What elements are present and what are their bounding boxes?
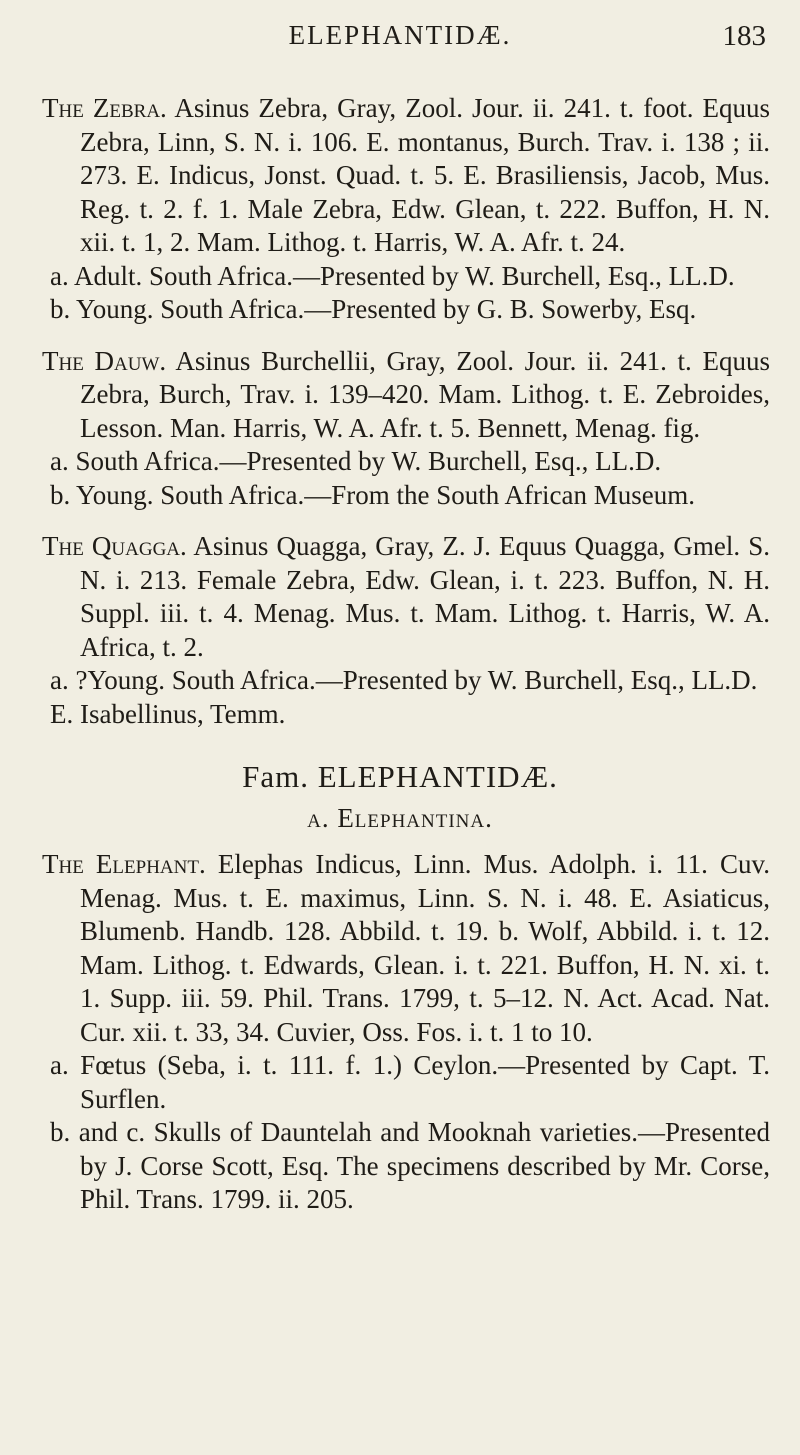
entry-elephant-text [0, 848, 800, 1049]
entry-zebra-specimen-b: b. Young. South Africa.—Presented by G. B. Sowerby, Esq. [50, 294, 697, 324]
entry-dauw-head: The Dauw. [42, 345, 167, 376]
page-number: 183 [722, 20, 766, 52]
page-content [0, 92, 800, 1217]
entry-elephant-specimen-b: b. and c. Skulls of Dauntelah and Mooknah varieties.—Presented by J. Corse Scott, Esq. The specimens described by Mr. Corse, Phil. Trans. 1799. ii. 205. [50, 1117, 770, 1214]
entry-zebra-specimen-a: a. Adult. South Africa.—Presented by W. Burchell, Esq., LL.D. [50, 260, 735, 291]
entry-quagga [0, 530, 800, 731]
family-heading: Fam. ELEPHANTIDÆ. [242, 759, 558, 794]
entry-elephant-head: The Elephant. [42, 849, 206, 879]
entry-quagga-specimen-a: a. ?Young. South Africa.—Presented by W. Burchell, Esq., LL.D. [50, 665, 758, 695]
entry-quagga-head: The Quagga. [42, 531, 187, 561]
running-title: ELEPHANTIDÆ. [288, 20, 512, 50]
entry-zebra-head: The Zebra. [42, 93, 167, 123]
entry-dauw-specimen-a: a. South Africa.—Presented by W. Burchell, Esq., LL.D. [50, 446, 662, 476]
entry-dauw-text [0, 345, 800, 446]
entry-elephant-body: Elephas Indicus, Linn. Mus. Adolph. i. 11. Cuv. Menag. Mus. t. E. maximus, Linn. S. N. i. 48. E. Asiaticus, Blumenb. Handb. 128. Abbild. t. 19. b. Wolf, Abbild. i. t. 12. Mam. Lithog. t. Edwards, Glean. i. t. 221. Buffon, H. N. xi. t. 1. Supp. iii. 59. Phil. Trans. 1799, t. 5–12. N. Act. Acad. Nat. Cur. xii. t. 33, 34. Cuvier, Oss. Fos. i. t. 1 to 10. [80, 849, 770, 1047]
entry-zebra-text [0, 92, 800, 260]
entry-zebra-body: Asinus Zebra, Gray, Zool. Jour. ii. 241. t. foot. Equus Zebra, Linn, S. N. i. 106. E. montanus, Burch. Trav. i. 138 ; ii. 273. E. Indicus, Jonst. Quad. t. 5. E. Brasiliensis, Jacob, Mus. Reg. t. 2. f. 1. Male Zebra, Edw. Glean, t. 222. Buffon, H. N. xii. t. 1, 2. Mam. Lithog. t. Harris, W. A. Afr. t. 24. [80, 93, 770, 257]
entry-dauw-specimen-b: b. Young. South Africa.—From the South African Museum. [50, 479, 695, 510]
entry-quagga-body: Asinus Quagga, Gray, Z. J. Equus Quagga, Gmel. S. N. i. 213. Female Zebra, Edw. Glean, i. t. 223. Buffon, N. H. Suppl. iii. t. 4. Menag. Mus. t. Mam. Lithog. t. Harris, W. A. Africa, t. 2. [80, 531, 770, 662]
entry-zebra [0, 92, 800, 327]
entry-quagga-species-e: E. Isabellinus, Temm. [50, 698, 286, 729]
entry-elephant [0, 848, 800, 1217]
entry-quagga-text [0, 530, 800, 664]
entry-elephant-specimen-a: a. Fœtus (Seba, i. t. 111. f. 1.) Ceylon.—Presented by Capt. T. Surflen. [50, 1050, 770, 1114]
section-heading: a. Elephantina. [307, 803, 493, 833]
running-head [0, 20, 800, 60]
entry-dauw-body: Asinus Burchellii, Gray, Zool. Jour. ii. 241. t. Equus Zebra, Burch, Trav. i. 139–420. Mam. Lithog. t. E. Zebroides, Lesson. Man. Harris, W. A. Afr. t. 5. Bennett, Menag. fig. [80, 345, 770, 443]
entry-dauw [0, 345, 800, 513]
